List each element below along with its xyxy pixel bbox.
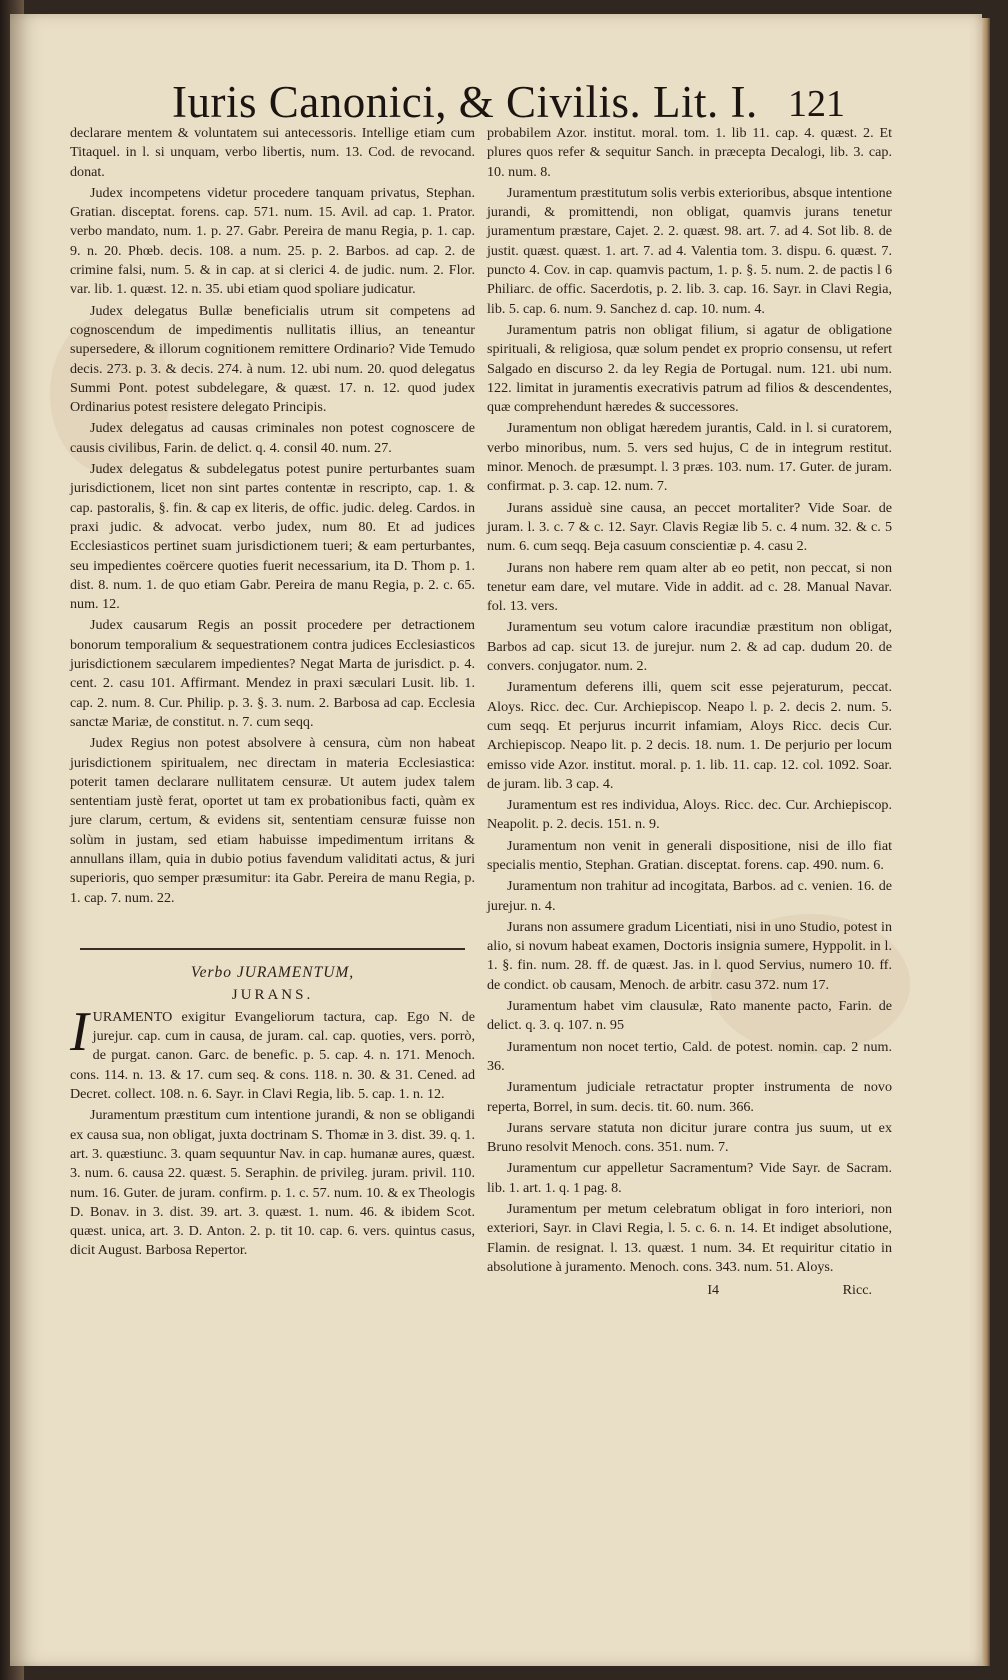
- left-paragraph: Judex delegatus ad causas criminales non potest cognoscere de causis civilibus, Farin. de delict. q. 4. consil 40. num. 27.: [70, 420, 475, 456]
- section-rule: [80, 948, 465, 950]
- left-paragraph: Judex incompetens videtur procedere tanquam privatus, Stephan. Gratian. disceptat. forens. cap. 571. num. 15. Avil. ad cap. 1. Prator. verbo mandato, num. 1. p. 27. Gabr. Pereira de manu Regia, p. 1. cap. 9. n. 20. Phœb. decis. 108. a num. 25. p. 2. Barbos. ad cap. 2. de crimine falsi, num. 5. & in cap. at si clerici 4. de judic. num. 2. Flor. var. lib. 1. quæst. 12. n. 35. ubi etiam quod spoliare judicatur.: [70, 184, 475, 298]
- right-paragraph: Juramentum non nocet tertio, Cald. de potest. nomin. cap. 2 num. 36.: [487, 1038, 892, 1074]
- right-paragraph: Juramentum deferens illi, quem scit esse pejeraturum, peccat. Aloys. Ricc. dec. Cur. Archiepiscop. Neapo l. p. 2. decis 2. num. 5. cum seqq. Et perjurus incurrit infamiam, Aloys Ricc. decis Cur. Archiepiscop. Neapo lit. p. 2 decis. 18. num. 1. De perjurio per locum emisso vide Azor. institut. moral. p. 1. lib. 11. cap. 12. col. 1092. Soar. de juram. lib. 3 cap. 4.: [487, 679, 892, 792]
- right-paragraph: Juramentum habet vim clausulæ, Rato manente pacto, Farin. de delict. q. 3. q. 107. n. 95: [487, 998, 892, 1034]
- page-header: [150, 62, 950, 132]
- drop-cap: I: [70, 1000, 89, 1063]
- right-paragraph: Juramentum est res individua, Aloys. Ricc. dec. Cur. Archiepiscop. Neapolit. p. 2. decis. 151. n. 9.: [487, 797, 892, 833]
- section-subheading: JURANS.: [231, 986, 314, 1003]
- left-paragraph: Judex delegatus Bullæ beneficialis utrum sit competens ad cognoscendum de impedimentis nullitatis illius, an teneantur supersedere, & illorum cognitionem remittere Ordinario? Vide Temudo decis. 273. p. 3. & decis. 274. à num. 12. ubi num. 20. quod delegatus Summi Pont. potest subdelegare, & quæst. 17. n. 12. quod judex Ordinarius potest resistere delegato Principis.: [70, 302, 475, 416]
- right-paragraph: Juramentum non obligat hæredem jurantis, Cald. in l. si curatorem, verbo minoribus, num. 5. vers sed hujus, C de in integrum restitut. minor. Menoch. de præsumpt. l. 3 præs. 103. num. 17. Guter. de juram. confirmat. p. 3. cap. 12. num. 7.: [487, 420, 892, 495]
- right-paragraph: Juramentum patris non obligat filium, si agatur de obligatione spirituali, & religiosa, quæ solum pendet ex proprio consensu, ut refert Salgado en discurso 2. da ley Regia de Portugal. num. 121. ubi num. 122. limitat in juramentis execrativis patrum ad filios & descendentes, quæ comprehendunt hæredes & successores.: [487, 321, 892, 416]
- right-paragraph: Jurans non habere rem quam alter ab eo petit, non peccat, si non tenetur eam dare, vel mutare. Vide in addit. ad c. 28. Manual Navar. fol. 13. vers.: [487, 559, 892, 615]
- right-paragraph: Jurans non assumere gradum Licentiati, nisi in uno Studio, potest in alio, si novum habeat examen, Doctoris insignia sumere, Hyppolit. in l. 1. §. fin. num. 28. ff. de quæst. Jas. in l. quod Servius, numero 10. ff. de condict. ob causam, Menoch. de arbitr. casu 372. num 17.: [487, 918, 892, 993]
- section-heading: Verbo JURAMENTUM,: [190, 963, 355, 981]
- right-paragraph: Juramentum non venit in generali dispositione, nisi de illo fiat specialis mentio, Stephan. Gratian. disceptat. forens. cap. 490. num. 6.: [487, 837, 892, 873]
- right-paragraph: Juramentum non trahitur ad incogitata, Barbos. ad c. venien. 16. de jurejur. n. 4.: [487, 878, 892, 914]
- right-paragraph: Juramentum per metum celebratum obligat in foro interiori, non exteriori, Sayr. in Clavi Regia, l. 5. c. 6. n. 14. Et indiget absolutione, Flamin. de resignat. l. 13. quæst. 1 num. 34. Et requiritur citatio in absolutione à juramento. Menoch. cons. 343. num. 51. Aloys.: [487, 1201, 892, 1275]
- left-paragraph: URAMENTO exigitur Evangeliorum tactura, cap. Ego N. de jurejur. cap. cum in causa, de juram. cal. cap. quoties, vers. porrò, de purgat. canon. Garc. de benefic. p. 5. cap. 4. n. 171. Menoch. cons. 114. n. 13. & 17. cum seq. & cons. 118. n. 30. & 31. Cened. ad Decret. collect. 108. n. 6. Sayr. in Clavi Regia, lib. 5. cap. 1. n. 12.: [70, 1008, 475, 1103]
- right-paragraph: probabilem Azor. institut. moral. tom. 1. lib 11. cap. 4. quæst. 2. Et plures quos refer & sequitur Sanch. in præcepta Decalogi, lib. 3. cap. 10. num. 8.: [487, 125, 892, 180]
- left-paragraph: Juramentum præstitum cum intentione jurandi, & non se obligandi ex causa sua, non obligat, juxta doctrinam S. Thomæ in 3. dist. 39. q. 1. art. 3. quæstiunc. 3. quam sequuntur Nav. in cap. humanæ aures, quæst. 3. num. 6. causa 22. quæst. 5. Seraphin. de privileg. juram. privil. 110. num. 16. Guter. de juram. confirm. p. 1. c. 57. num. 10. & ex Theologis D. Bonav. in 3. dist. 39. art. 3. quæst. 1. num. 46. & ibidem Scot. quæst. unica, art. 3. D. Anton. 2. p. tit 10. cap. 6. vers. quintus casus, dicit August. Barbosa Repertor.: [70, 1107, 475, 1259]
- left-paragraph: declarare mentem & voluntatem sui antecessoris. Intellige etiam cum Titaquel. in l. si unquam, verbo libertis, num. 13. Cod. de revocand. donat.: [70, 125, 475, 180]
- right-paragraph: Jurans assiduè sine causa, an peccet mortaliter? Vide Soar. de juram. l. 3. c. 7 & c. 12. Sayr. Clavis Regiæ lib 5. c. 4 num. 32. & c. 5 num. 6. cum seqq. Beja casuum conscientiæ p. 4. casu 2.: [487, 499, 892, 555]
- right-column: [487, 124, 892, 1301]
- left-paragraph: Judex delegatus & subdelegatus potest punire perturbantes suam jurisdictionem, licet non sint partes contentæ in rescripto, cap. 1. & cap. pastoralis, §. fin. & cap ex literis, de offic. judic. deleg. Cardos. in praxi judic. & advocat. verbo judex, num 80. Et ad judices Ecclesiasticos pertinet suam jurisdictionem tueri; & eam perturbantes, seu impedientes coërcere quoties fuerit necessarium, ita D. Thom p. 1. dist. 8. num. 1. de quo etiam Gabr. Pereira de manu Regia, p. 2. c. 65. num. 12.: [70, 461, 475, 613]
- right-paragraph: Juramentum præstitutum solis verbis exterioribus, absque intentione jurandi, & promittendi, non obligat, quamvis jurans tenetur juramentum præstare, Cajet. 2. 2. quæst. 98. art. 7. ad 4. Sot lib. 8. de justit. quæst. quæst. 1. art. 7. ad 4. Valentia tom. 3. dispu. 6. quæst. 7. puncto 4. Cov. in cap. quamvis pactum, 1. p. §. 5. num. 2. de pactis l 6 Philiarc. de offic. Sacerdotis, p. 2. lib. 3. cap. 16. Sayr. in Clavi Regia, lib. 5. cap. 6. num. 9. Sanchez d. cap. 10. num. 4.: [487, 184, 892, 317]
- page-footer: [487, 1281, 892, 1300]
- left-column: [70, 124, 475, 1263]
- right-paragraph: Juramentum cur appelletur Sacramentum? Vide Sayr. de Sacram. lib. 1. art. 1. q. 1 pag. 8.: [487, 1160, 892, 1196]
- left-paragraph: Judex causarum Regis an possit procedere per detractionem bonorum temporalium & sequestrationem contra judices Ecclesiasticos jurisdictionem sæcularem impedientes? Negat Marta de jurisdict. p. 4. cent. 2. casu 101. Affirmant. Mendez in praxi sæculari Lusit. lib. 1. cap. 2. num. 8. Cur. Philip. p. 3. §. 3. num. 2. Barbosa ad cap. Ecclesia sanctæ Mariæ, de constitut. n. 7. cum seqq.: [70, 617, 475, 730]
- signature-mark: I4: [707, 1282, 720, 1299]
- page-edge: [982, 18, 990, 1666]
- running-head: Iuris Canonici, & Civilis. Lit. I.: [172, 77, 758, 127]
- right-paragraph: Juramentum judiciale retractatur propter instrumenta de novo reperta, Borrel, in sum. decis. tit. 60. num. 366.: [487, 1079, 892, 1115]
- left-paragraph: Judex Regius non potest absolvere à censura, cùm non habeat jurisdictionem spiritualem, nec directam in materia Ecclesiastica: poterit tamen declarare nullitatem censuræ. Ut autem judex talem sententiam justè ferat, oportet ut tam ex probationibus facti, quàm ex jure clarum, certum, & evidens sit, sententiam censuræ fuisse non solùm in justam, sed etiam habuisse impedimentum irritans & annullans illam, quia in dubio potius favendum validitati actus, & juri superioris, quo semper præsumitur: ita Gabr. Pereira de manu Regia, p. 1. cap. 7. num. 22.: [70, 735, 475, 906]
- right-paragraph: Jurans servare statuta non dicitur jurare contra jus suum, ut ex Bruno resolvit Menoch. cons. 351. num. 7.: [487, 1119, 892, 1156]
- page-number: 121: [788, 83, 845, 125]
- first-entry: [70, 1000, 475, 1104]
- catchword: Ricc.: [842, 1282, 872, 1299]
- right-paragraph: Juramentum seu votum calore iracundiæ præstitum non obligat, Barbos ad cap. sicut 13. de jurejur. num 2. & ad cap. dudum 20. de convers. conjugator. num. 2.: [487, 619, 892, 675]
